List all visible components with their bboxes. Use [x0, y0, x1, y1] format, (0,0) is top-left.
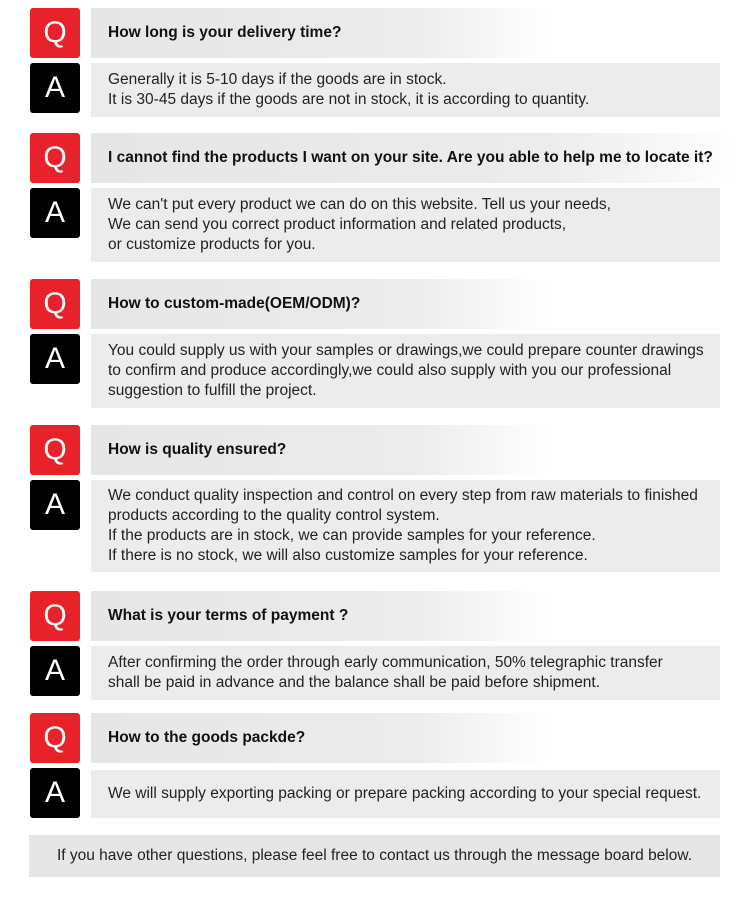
question-text-1: How long is your delivery time? — [108, 24, 342, 41]
answer-line: shall be paid in advance and the balance shall be paid before shipment. — [108, 674, 601, 691]
question-text-5: What is your terms of payment ? — [108, 607, 349, 624]
question-text-2: I cannot find the products I want on your site. Are you able to help me to locate it? — [108, 149, 713, 166]
answer-bar-5 — [91, 646, 720, 700]
answer-badge-5: A — [30, 646, 80, 696]
question-text-6: How to the goods packde? — [108, 729, 306, 746]
answer-badge-2: A — [30, 188, 80, 238]
question-bar-2 — [91, 133, 741, 183]
answer-line: We can't put every product we can do on this website. Tell us your needs, — [108, 196, 611, 213]
answer-line: We conduct quality inspection and control on every step from raw materials to finished — [108, 487, 698, 504]
question-badge-5: Q — [30, 591, 80, 641]
answer-text-4 — [91, 486, 698, 566]
answer-line: Generally it is 5-10 days if the goods are in stock. — [108, 71, 447, 88]
question-badge-4: Q — [30, 425, 80, 475]
answer-text-1 — [91, 70, 589, 110]
answer-bar-3 — [91, 334, 720, 408]
question-bar-4 — [91, 425, 551, 475]
answer-text-2 — [91, 195, 611, 255]
question-badge-2: Q — [30, 133, 80, 183]
answer-badge-4: A — [30, 480, 80, 530]
answer-line: products according to the quality control system. — [108, 507, 440, 524]
contact-footer — [29, 835, 720, 877]
question-bar-6 — [91, 713, 551, 763]
answer-line: After confirming the order through early communication, 50% telegraphic transfer — [108, 654, 663, 671]
answer-bar-6 — [91, 770, 720, 818]
question-badge-6: Q — [30, 713, 80, 763]
answer-line: to confirm and produce accordingly,we could also supply with you our professional — [108, 362, 672, 379]
answer-line: It is 30-45 days if the goods are not in stock, it is according to quantity. — [108, 91, 590, 108]
answer-line: We will supply exporting packing or prepare packing according to your special request. — [108, 785, 702, 802]
answer-bar-2 — [91, 188, 720, 262]
question-badge-3: Q — [30, 279, 80, 329]
question-bar-5 — [91, 591, 551, 641]
answer-line: You could supply us with your samples or drawings,we could prepare counter drawings — [108, 342, 704, 359]
question-badge-1: Q — [30, 8, 80, 58]
answer-badge-1: A — [30, 63, 80, 113]
answer-line: or customize products for you. — [108, 236, 316, 253]
answer-line: If the products are in stock, we can provide samples for your reference. — [108, 527, 596, 544]
answer-line: suggestion to fulfill the project. — [108, 382, 317, 399]
answer-line: If there is no stock, we will also customize samples for your reference. — [108, 547, 588, 564]
answer-bar-1 — [91, 63, 720, 117]
answer-badge-6: A — [30, 768, 80, 818]
answer-line: We can send you correct product information and related products, — [108, 216, 567, 233]
answer-text-5 — [91, 653, 663, 693]
answer-bar-4 — [91, 480, 720, 572]
footer-text: If you have other questions, please feel free to contact us through the message board below. — [56, 847, 693, 864]
question-text-4: How is quality ensured? — [108, 441, 287, 458]
question-bar-1 — [91, 8, 551, 58]
question-bar-3 — [91, 279, 551, 329]
question-text-3: How to custom-made(OEM/ODM)? — [108, 295, 361, 312]
answer-text-3 — [91, 341, 704, 401]
answer-badge-3: A — [30, 334, 80, 384]
answer-text-6 — [91, 784, 701, 804]
